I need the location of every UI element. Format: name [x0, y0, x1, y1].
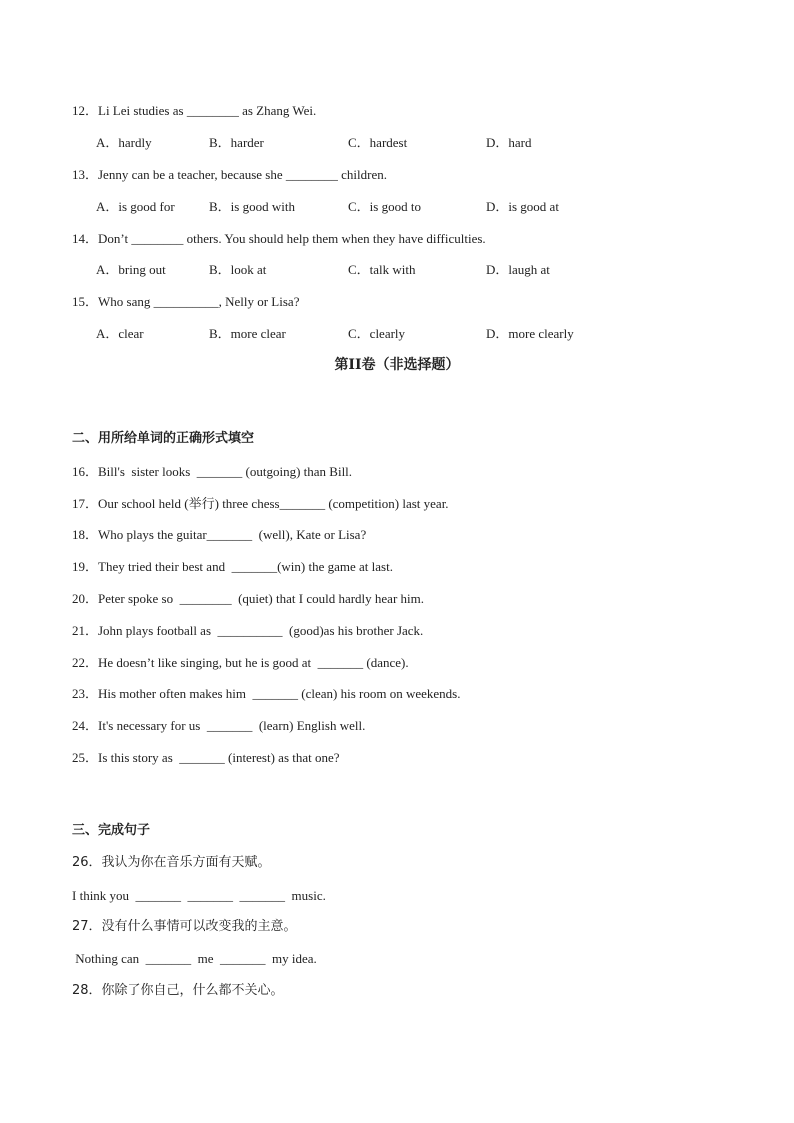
fill-item-21: 21．John plays football as __________ (good)as his brother Jack.	[72, 623, 424, 638]
sentence-answer-26: I think you _______ _______ _______ music.	[72, 888, 326, 903]
option-c: C．is good to	[348, 199, 421, 214]
option-a: A．bring out	[96, 262, 166, 277]
section-two-title: 二、用所给单词的正确形式填空	[72, 431, 255, 446]
question-stem: 14．Don’t ________ others. You should help them when they have difficulties.	[72, 231, 486, 246]
option-a: A．hardly	[96, 135, 152, 150]
fill-item-24: 24．It's necessary for us _______ (learn) English well.	[72, 718, 366, 733]
option-a: A．clear	[96, 326, 144, 341]
sentence-prompt-28: 28．你除了你自己，什么都不关心。	[72, 983, 284, 998]
option-b: B．more clear	[209, 326, 286, 341]
fill-item-25: 25．Is this story as _______ (interest) as that one?	[72, 750, 340, 765]
question-stem: 12．Li Lei studies as ________ as Zhang Wei.	[72, 103, 317, 118]
option-c: C．clearly	[348, 326, 406, 341]
fill-item-19: 19．They tried their best and _______(win) the game at last.	[72, 559, 393, 574]
option-d: D．hard	[486, 135, 532, 150]
fill-item-22: 22．He doesn’t like singing, but he is good at _______ (dance).	[72, 655, 409, 670]
option-d: D．is good at	[486, 199, 559, 214]
sentence-prompt-27: 27．没有什么事情可以改变我的主意。	[72, 919, 297, 934]
part-two-title: 第II卷（非选择题）	[334, 357, 460, 373]
option-c: C．hardest	[348, 135, 408, 150]
fill-item-18: 18．Who plays the guitar_______ (well), Kate or Lisa?	[72, 527, 367, 542]
sentence-prompt-26: 26．我认为你在音乐方面有天赋。	[72, 855, 271, 870]
option-a: A．is good for	[96, 199, 175, 214]
fill-item-23: 23．His mother often makes him _______ (clean) his room on weekends.	[72, 686, 461, 701]
option-d: D．more clearly	[486, 326, 574, 341]
option-d: D．laugh at	[486, 262, 550, 277]
question-stem: 13．Jenny can be a teacher, because she ________ children.	[72, 167, 387, 182]
option-b: B．harder	[209, 135, 264, 150]
section-three-title: 三、完成句子	[72, 823, 151, 838]
option-b: B．look at	[209, 262, 267, 277]
sentence-answer-27: Nothing can _______ me _______ my idea.	[72, 951, 317, 966]
option-b: B．is good with	[209, 199, 295, 214]
fill-item-17: 17．Our school held (举行) three chess_______ (competition) last year.	[72, 496, 449, 511]
option-c: C．talk with	[348, 262, 416, 277]
question-stem: 15．Who sang __________, Nelly or Lisa?	[72, 294, 300, 309]
fill-item-20: 20．Peter spoke so ________ (quiet) that I could hardly hear him.	[72, 591, 425, 606]
fill-item-16: 16．Bill's sister looks _______ (outgoing) than Bill.	[72, 464, 353, 479]
